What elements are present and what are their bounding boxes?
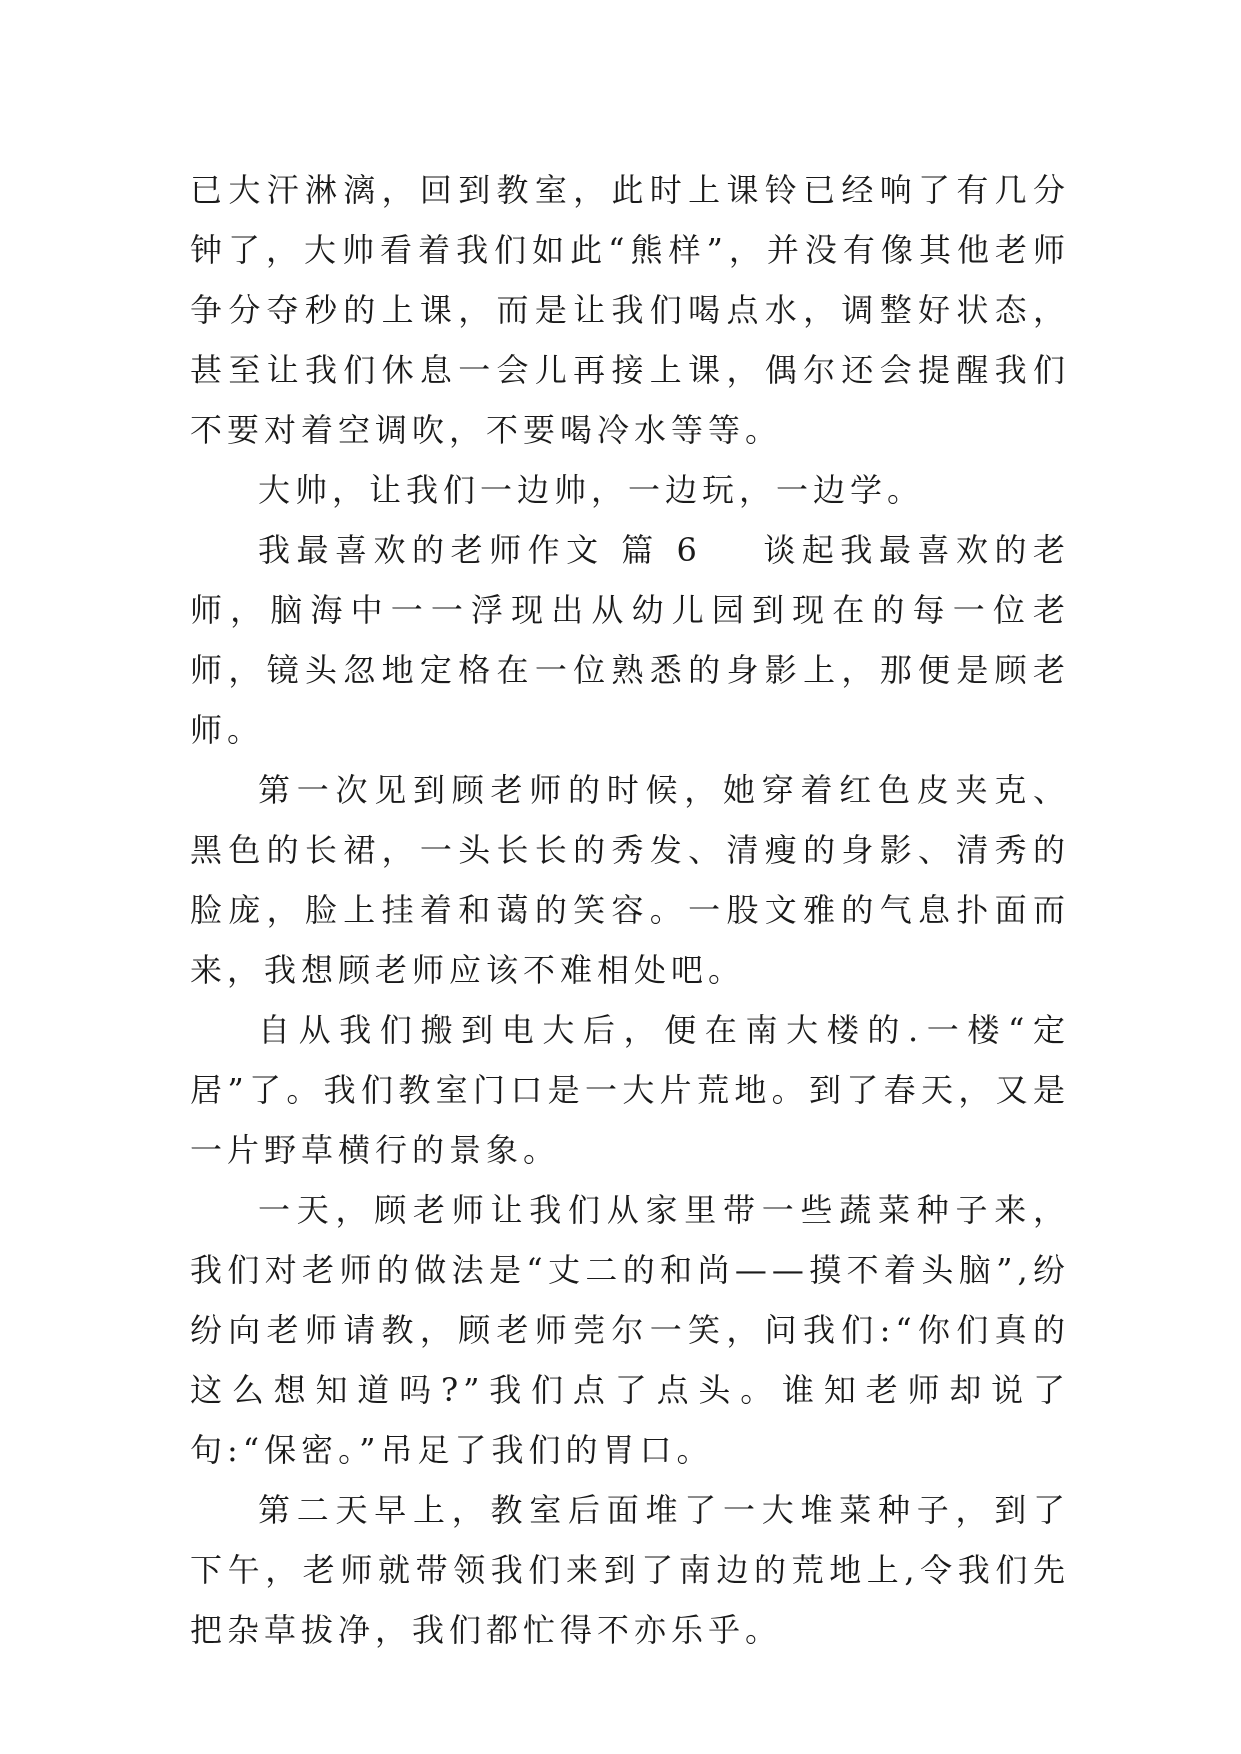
article-body: [190, 160, 1070, 1660]
paragraph-6: 一天，顾老师让我们从家里带一些蔬菜种子来，我们对老师的做法是“丈二的和尚——摸不着头脑”,纷纷向老师请教，顾老师莞尔一笑，问我们:“你们真的这么想知道吗?”我们点了点头。谁知老师却说了句:“保密。”吊足了我们的胃口。: [190, 1191, 1070, 1469]
paragraph-2: 大帅，让我们一边帅，一边玩，一边学。: [258, 471, 925, 509]
paragraph-1: 已大汗淋漓，回到教室，此时上课铃已经响了有几分钟了，大帅看着我们如此“熊样”，并没有像其他老师争分夺秒的上课，而是让我们喝点水，调整好状态，甚至让我们休息一会儿再接上课，偶尔还会提醒我们不要对着空调吹，不要喝冷水等等。: [190, 171, 1070, 449]
paragraph-3-text: 谈起我最喜欢的老师，脑海中一一浮现出从幼儿园到现在的每一位老师，镜头忽地定格在一位熟悉的身影上，那便是顾老师。: [190, 531, 1070, 749]
paragraph-5: 自从我们搬到电大后，便在南大楼的.一楼“定居”了。我们教室门口是一大片荒地。到了春天，又是一片野草横行的景象。: [190, 1011, 1070, 1169]
section-heading: 我最喜欢的老师作文 篇 6: [258, 531, 702, 569]
paragraph-7: 第二天早上，教室后面堆了一大堆菜种子，到了下午，老师就带领我们来到了南边的荒地上,令我们先把杂草拔净，我们都忙得不亦乐乎。: [190, 1491, 1070, 1649]
paragraph-3: [190, 520, 1070, 760]
paragraph-4: 第一次见到顾老师的时候，她穿着红色皮夹克、黑色的长裙，一头长长的秀发、清瘦的身影、清秀的脸庞，脸上挂着和蔼的笑容。一股文雅的气息扑面而来，我想顾老师应该不难相处吧。: [190, 771, 1070, 989]
